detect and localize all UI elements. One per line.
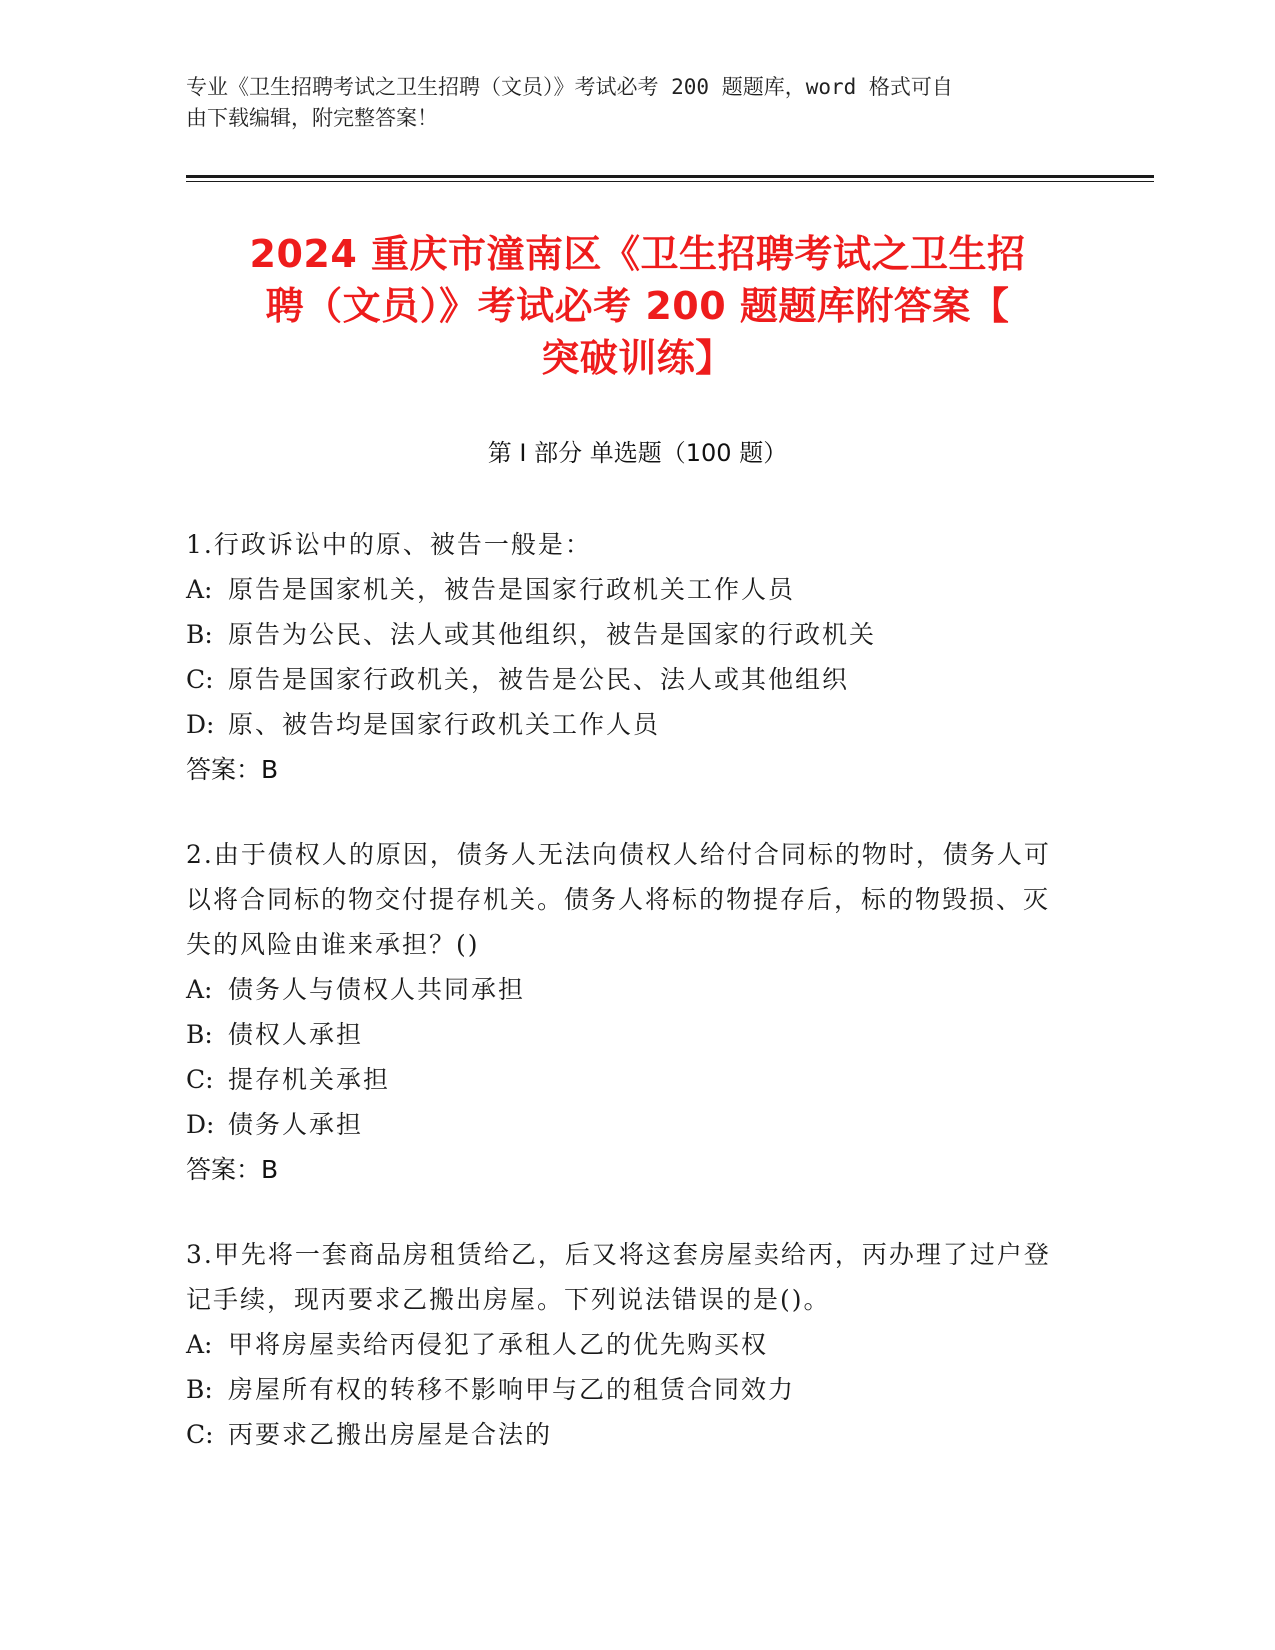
question-3 — [186, 1232, 1066, 1457]
option-c — [186, 657, 1066, 702]
option-text: 丙要求乙搬出房屋是合法的 — [228, 1420, 553, 1449]
option-text: 原、被告均是国家行政机关工作人员 — [228, 710, 661, 739]
option-a — [186, 567, 1066, 612]
document-title-line-1: 2024 重庆市潼南区《卫生招聘考试之卫生招 — [249, 232, 1026, 276]
option-a — [186, 967, 1066, 1012]
section-title: 第 I 部分 单选题（100 题） — [487, 439, 788, 467]
question-list — [186, 522, 1066, 1497]
header-note-line-2: 由下载编辑，附完整答案！ — [186, 106, 438, 130]
header-divider-thin — [186, 181, 1154, 182]
question-stem: 2.由于债权人的原因，债务人无法向债权人给付合同标的物时，债务人可以将合同标的物交付提存机关。债务人将标的物提存后，标的物毁损、灭失的风险由谁来承担？() — [186, 840, 1051, 959]
option-c — [186, 1412, 1066, 1457]
option-d — [186, 1102, 1066, 1147]
option-letter: B: — [186, 1375, 213, 1404]
option-letter: B: — [186, 1020, 213, 1049]
option-letter: A: — [186, 975, 213, 1004]
option-b — [186, 1367, 1066, 1412]
answer-line: 答案：B — [186, 1155, 279, 1184]
option-b — [186, 1012, 1066, 1057]
question-2 — [186, 832, 1066, 1192]
document-title-line-2: 聘（文员）》考试必考 200 题题库附答案【 — [265, 284, 1010, 328]
option-letter: A: — [186, 1330, 213, 1359]
header-divider-thick — [186, 175, 1154, 178]
question-1 — [186, 522, 1066, 792]
option-letter: A: — [186, 575, 213, 604]
option-text: 原告为公民、法人或其他组织，被告是国家的行政机关 — [228, 620, 877, 649]
option-c — [186, 1057, 1066, 1102]
option-b — [186, 612, 1066, 657]
option-text: 债务人与债权人共同承担 — [228, 975, 526, 1004]
option-text: 原告是国家行政机关，被告是公民、法人或其他组织 — [228, 665, 850, 694]
option-text: 原告是国家机关，被告是国家行政机关工作人员 — [228, 575, 796, 604]
option-text: 债权人承担 — [228, 1020, 364, 1049]
option-letter: B: — [186, 620, 213, 649]
question-stem: 3.甲先将一套商品房租赁给乙，后又将这套房屋卖给丙，丙办理了过户登记手续，现丙要求乙搬出房屋。下列说法错误的是()。 — [186, 1240, 1051, 1314]
option-letter: D: — [186, 710, 215, 739]
document-title-line-3: 突破训练】 — [541, 336, 734, 380]
header-note — [186, 72, 1066, 134]
option-letter: C: — [186, 1420, 214, 1449]
option-text: 甲将房屋卖给丙侵犯了承租人乙的优先购买权 — [228, 1330, 769, 1359]
option-letter: D: — [186, 1110, 215, 1139]
question-stem: 1.行政诉讼中的原、被告一般是： — [186, 530, 592, 559]
option-text: 提存机关承担 — [228, 1065, 391, 1094]
option-text: 债务人承担 — [228, 1110, 364, 1139]
answer-line: 答案：B — [186, 755, 279, 784]
document-title — [180, 228, 1095, 384]
header-note-line-1: 专业《卫生招聘考试之卫生招聘（文员）》考试必考 200 题题库，word 格式可自 — [186, 75, 953, 99]
option-letter: C: — [186, 1065, 214, 1094]
option-a — [186, 1322, 1066, 1367]
option-letter: C: — [186, 665, 214, 694]
option-text: 房屋所有权的转移不影响甲与乙的租赁合同效力 — [228, 1375, 796, 1404]
option-d — [186, 702, 1066, 747]
